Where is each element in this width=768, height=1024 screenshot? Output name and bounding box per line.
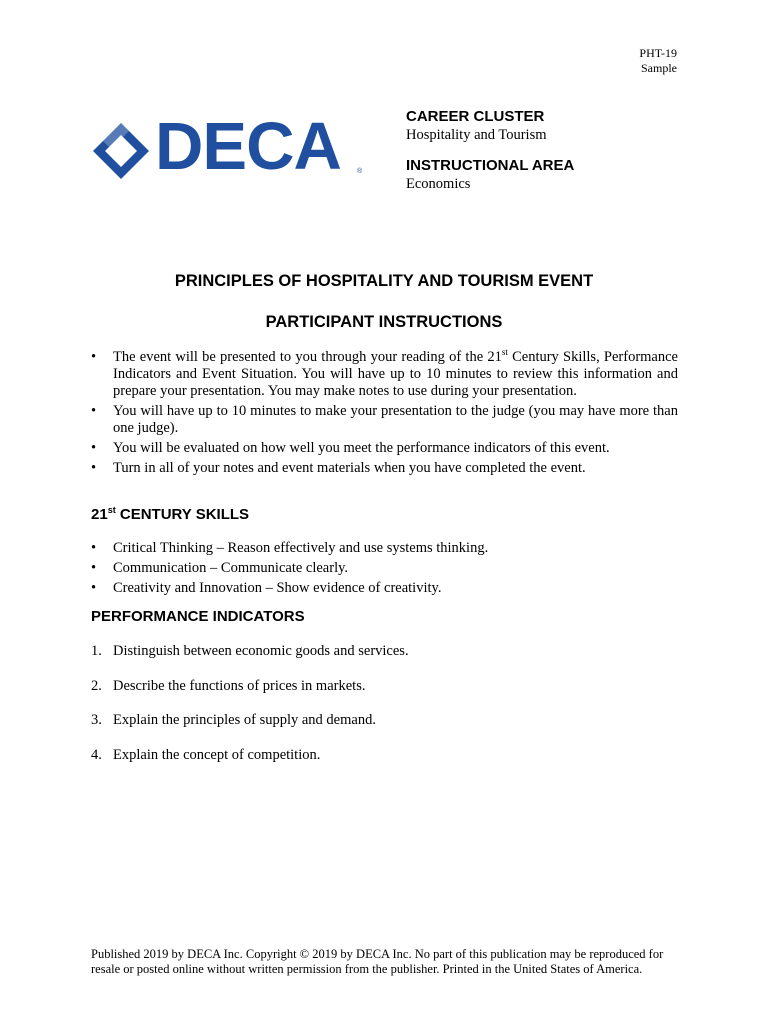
item-number: 4.: [91, 746, 102, 763]
instructional-area-value: Economics: [406, 176, 471, 192]
bullet-icon: •: [91, 349, 97, 365]
century-skills-list: [91, 540, 678, 600]
list-item: [91, 747, 409, 782]
indicator-text: Distinguish between economic goods and services.: [113, 643, 409, 659]
performance-indicators-list: [91, 643, 409, 781]
list-item: [91, 643, 409, 678]
item-number: 3.: [91, 712, 102, 728]
bullet-icon: •: [91, 403, 97, 419]
superscript: st: [501, 347, 508, 358]
document-code-id: PHT-19: [639, 46, 677, 60]
instructions-title: PARTICIPANT INSTRUCTIONS: [265, 313, 503, 331]
list-item: [91, 540, 678, 557]
indicator-text: Describe the functions of prices in markets.: [113, 677, 366, 694]
bullet-icon: •: [91, 440, 97, 456]
event-title: PRINCIPLES OF HOSPITALITY AND TOURISM EVENT: [174, 272, 594, 290]
copyright-footer: Published 2019 by DECA Inc. Copyright © 2019 by DECA Inc. No part of this publication may be reproduced for resale or posted online without written permission from the publisher. Printed in the United States of America.: [91, 947, 664, 976]
heading-text: CENTURY SKILLS: [115, 506, 250, 523]
instruction-text: Century Skills, Performance Indicators and Event Situation. You will have up to 10 minutes to review this information and prepare your presentation. You may make notes to use during your presentation.: [113, 349, 678, 399]
indicator-text: Explain the concept of competition.: [113, 746, 321, 763]
list-item: [91, 560, 678, 577]
deca-wordmark: DECA: [155, 109, 341, 184]
registered-mark: ®: [357, 168, 363, 175]
document-sample-label: Sample: [641, 61, 677, 75]
skill-text: Creativity and Innovation – Show evidence of creativity.: [113, 580, 442, 596]
career-cluster-value: Hospitality and Tourism: [406, 127, 547, 143]
skill-text: Critical Thinking – Reason effectively and use systems thinking.: [113, 540, 489, 556]
list-item: [91, 349, 678, 400]
bullet-icon: •: [91, 580, 97, 596]
indicator-text: Explain the principles of supply and demand.: [113, 712, 376, 728]
document-code: [639, 46, 677, 76]
bullet-icon: •: [91, 560, 97, 576]
list-item: [91, 403, 678, 437]
career-cluster-label: CAREER CLUSTER: [406, 108, 545, 125]
event-meta: [406, 108, 686, 193]
performance-indicators-heading: PERFORMANCE INDICATORS: [91, 608, 305, 625]
heading-number: 21: [91, 506, 108, 523]
item-number: 1.: [91, 643, 102, 659]
participant-instructions-list: [91, 349, 678, 480]
superscript: st: [107, 505, 116, 515]
list-item: [91, 440, 678, 457]
deca-logo: [91, 109, 363, 184]
skill-text: Communication – Communicate clearly.: [113, 560, 349, 576]
instruction-text: You will have up to 10 minutes to make your presentation to the judge (you may have more than one judge).: [113, 403, 678, 436]
list-item: [91, 712, 409, 747]
item-number: 2.: [91, 677, 102, 694]
instruction-text: Turn in all of your notes and event materials when you have completed the event.: [113, 460, 586, 476]
list-item: [91, 580, 678, 597]
bullet-icon: •: [91, 540, 97, 556]
bullet-icon: •: [91, 460, 97, 476]
instructional-area-label: INSTRUCTIONAL AREA: [406, 157, 575, 174]
deca-diamond-icon: [91, 121, 151, 181]
list-item: [91, 678, 409, 713]
century-skills-heading: [91, 506, 249, 523]
list-item: [91, 460, 678, 477]
instruction-text: The event will be presented to you through your reading of the 21: [113, 349, 502, 365]
instruction-text: You will be evaluated on how well you meet the performance indicators of this event.: [113, 440, 610, 456]
